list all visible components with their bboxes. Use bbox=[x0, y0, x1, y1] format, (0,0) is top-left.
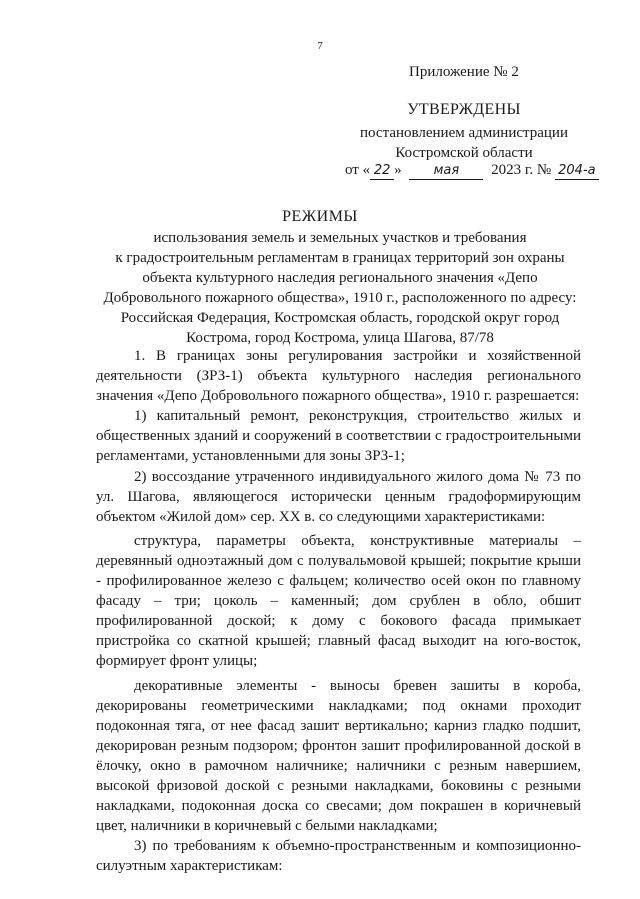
subtitle-line: к градостроительным регламентам в границах территорий зон охраны bbox=[115, 250, 565, 266]
date-prefix: от « bbox=[345, 162, 371, 178]
document-subtitle bbox=[95, 228, 585, 348]
paragraph: декоративные элементы - выносы бревен зашиты в короба, декорированы геометрическими накладками; под окнами проходит подоконная тяга, от нее фасад зашит вертикально; карниз гладко подшит, декорирован резным подзором; фронтон зашит профилированной доской в ёлочку, окно в рамочном наличнике; наличники с резным навершием, высокой фризовой доской с резными накладками, боковины с резными накладками, подоконная доска со свесами; дом покрашен в коричневый цвет, наличники в коричневый с белыми накладками; bbox=[96, 677, 581, 835]
appendix-label: Приложение № 2 bbox=[409, 64, 519, 80]
paragraph: структура, параметры объекта, конструктивные материалы – деревянный одноэтажный дом с полувальмовой крышей; покрытие крыши - профилированное железо с фальцем; количество осей окон по главному фасаду – три; цоколь – каменный; дом срублен в обло, обшит профилированной доской; к дому с бокового фасада примыкает пристройка со скатной крышей; главный фасад выходит на юго-восток, формирует фронт улицы; bbox=[96, 532, 581, 670]
subtitle-line: Российская Федерация, Костромская область, городской округ город bbox=[120, 310, 560, 326]
date-day-handwritten: 22 bbox=[370, 163, 394, 180]
paragraph: 1. В границах зоны регулирования застройки и хозяйственной деятельности (ЗРЗ-1) объекта культурного наследия регионального значения «Депо Добровольного пожарного общества», 1910 г. разрешается: bbox=[96, 348, 581, 405]
approval-heading: УТВЕРЖДЕНЫ bbox=[407, 101, 521, 118]
date-year: 2023 г. № bbox=[491, 162, 552, 178]
paragraph: 2) воссоздание утраченного индивидуального жилого дома № 73 по ул. Шагова, являющегося исторически ценным градоформирующим объектом «Жилой дом» сер. XX в. со следующими характеристиками: bbox=[96, 468, 581, 525]
date-month-handwritten: мая bbox=[409, 163, 483, 180]
subtitle-line: объекта культурного наследия регионального значения «Депо bbox=[142, 270, 538, 286]
paragraph: 1) капитальный ремонт, реконструкция, строительство жилых и общественных зданий и сооружений в соответствии с градостроительными регламентами, установленными для зоны ЗРЗ-1; bbox=[96, 408, 581, 465]
approval-line-1: постановлением администрации bbox=[360, 125, 568, 141]
subtitle-line: Добровольного пожарного общества», 1910 г., расположенного по адресу: bbox=[103, 290, 577, 306]
date-mid: » bbox=[394, 162, 402, 178]
approval-block bbox=[330, 100, 598, 163]
decree-date-line bbox=[345, 162, 599, 180]
page-number: 7 bbox=[317, 40, 323, 52]
document-title: РЕЖИМЫ bbox=[282, 208, 358, 225]
document-body bbox=[96, 346, 581, 876]
subtitle-line: Кострома, город Кострома, улица Шагова, 87/78 bbox=[186, 330, 494, 346]
approval-line-2: Костромской области bbox=[395, 145, 533, 161]
decree-number-handwritten: 204-а bbox=[555, 163, 599, 180]
paragraph: 3) по требованиям к объемно-пространственным и композиционно-силуэтным характеристикам: bbox=[96, 838, 581, 875]
subtitle-line: использования земель и земельных участков и требования bbox=[153, 230, 527, 246]
